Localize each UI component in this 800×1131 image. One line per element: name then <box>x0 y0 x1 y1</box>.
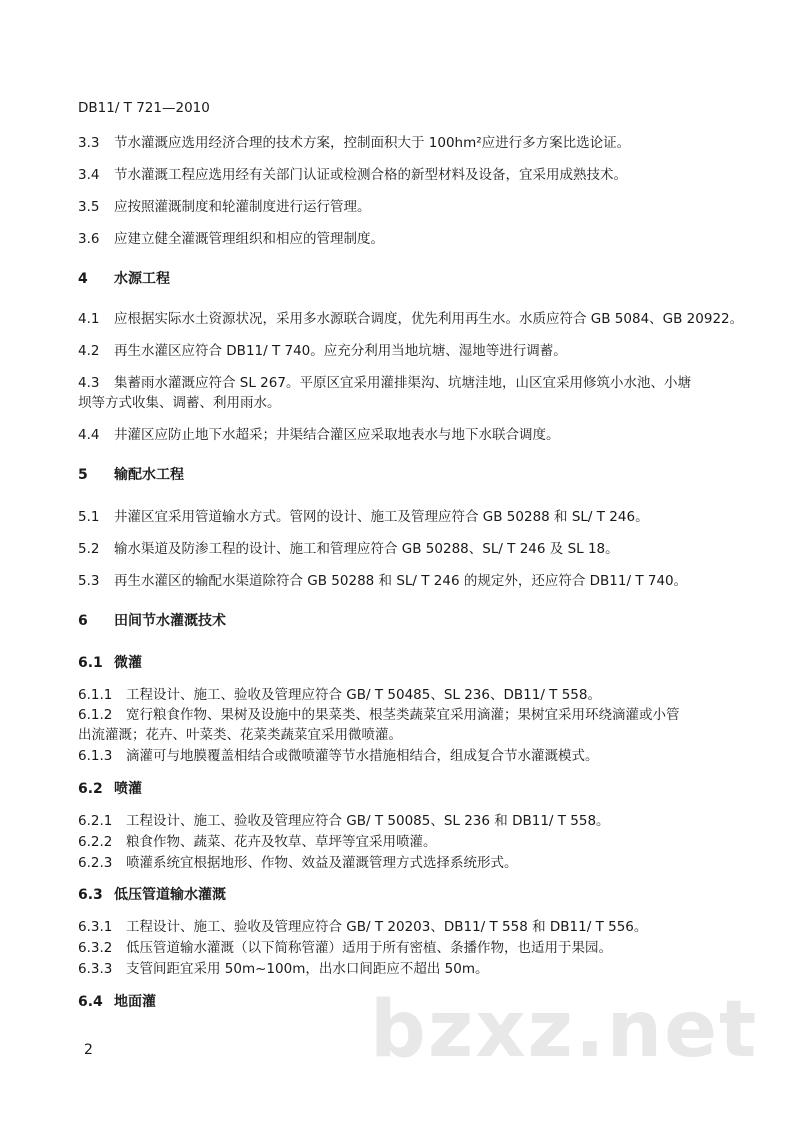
clause-4-1: 4.1 应根据实际水土资源状况，采用多水源联合调度，优先利用再生水。水质应符合 GB 5084、GB 20922。 <box>78 311 744 327</box>
clause-6-2-3: 6.2.3 喷灌系统宜根据地形、作物、效益及灌溉管理方式选择系统形式。 <box>78 855 518 871</box>
clause-3-4: 3.4 节水灌溉工程应选用经有关部门认证或检测合格的新型材料及设备，宜采用成熟技术。 <box>78 167 627 183</box>
clause-4-3: 4.3 集蓄雨水灌溉应符合 SL 267。平原区宜采用灌排渠沟、坑塘洼地，山区宜采用修筑小水池、小塘 <box>78 375 691 391</box>
section-6-1-heading: 6.1 微灌 <box>78 655 142 671</box>
clause-4-3-cont: 坝等方式收集、调蓄、利用雨水。 <box>78 395 281 411</box>
clause-6-2-2: 6.2.2 粮食作物、蔬菜、花卉及牧草、草坪等宜采用喷灌。 <box>78 834 437 850</box>
section-4-heading: 4 水源工程 <box>78 271 170 287</box>
clause-6-1-1: 6.1.1 工程设计、施工、验收及管理应符合 GB/ T 50485、SL 236、DB11/ T 558。 <box>78 687 601 703</box>
watermark: bzxz.net <box>370 985 759 1075</box>
clause-6-1-3: 6.1.3 滴灌可与地膜覆盖相结合或微喷灌等节水措施相结合，组成复合节水灌溉模式。 <box>78 748 599 764</box>
clause-5-3: 5.3 再生水灌区的输配水渠道除符合 GB 50288 和 SL/ T 246 的规定外，还应符合 DB11/ T 740。 <box>78 573 688 589</box>
clause-6-3-2: 6.3.2 低压管道输水灌溉（以下简称管灌）适用于所有密植、条播作物，也适用于果园。 <box>78 940 612 956</box>
clause-3-6: 3.6 应建立健全灌溉管理组织和相应的管理制度。 <box>78 231 384 247</box>
clause-5-1: 5.1 井灌区宜采用管道输水方式。管网的设计、施工及管理应符合 GB 50288 和 SL/ T 246。 <box>78 509 649 525</box>
section-6-2-heading: 6.2 喷灌 <box>78 781 142 797</box>
clause-6-3-3: 6.3.3 支管间距宜采用 50m~100m，出水口间距应不超出 50m。 <box>78 961 489 977</box>
clause-3-3: 3.3 节水灌溉应选用经济合理的技术方案，控制面积大于 100hm²应进行多方案比选论证。 <box>78 135 631 151</box>
clause-6-3-1: 6.3.1 工程设计、施工、验收及管理应符合 GB/ T 20203、DB11/ T 558 和 DB11/ T 556。 <box>78 919 648 935</box>
section-6-3-heading: 6.3 低压管道输水灌溉 <box>78 887 226 903</box>
page-number: 2 <box>84 1042 93 1058</box>
doc-code: DB11/ T 721—2010 <box>78 100 210 116</box>
clause-6-2-1: 6.2.1 工程设计、施工、验收及管理应符合 GB/ T 50085、SL 236 和 DB11/ T 558。 <box>78 813 610 829</box>
section-6-4-heading: 6.4 地面灌 <box>78 994 156 1010</box>
clause-3-5: 3.5 应按照灌溉制度和轮灌制度进行运行管理。 <box>78 199 371 215</box>
clause-4-4: 4.4 井灌区应防止地下水超采；井渠结合灌区应采取地表水与地下水联合调度。 <box>78 427 560 443</box>
clause-4-2: 4.2 再生水灌区应符合 DB11/ T 740。应充分利用当地坑塘、湿地等进行调蓄。 <box>78 343 567 359</box>
section-5-heading: 5 输配水工程 <box>78 467 184 483</box>
clause-6-1-2: 6.1.2 宽行粮食作物、果树及设施中的果菜类、根茎类蔬菜宜采用滴灌；果树宜采用环绕滴灌或小管 <box>78 707 680 723</box>
section-6-heading: 6 田间节水灌溉技术 <box>78 613 226 629</box>
clause-6-1-2-cont: 出流灌溉；花卉、叶菜类、花菜类蔬菜宜采用微喷灌。 <box>78 727 402 743</box>
clause-5-2: 5.2 输水渠道及防渗工程的设计、施工和管理应符合 GB 50288、SL/ T 246 及 SL 18。 <box>78 541 619 557</box>
